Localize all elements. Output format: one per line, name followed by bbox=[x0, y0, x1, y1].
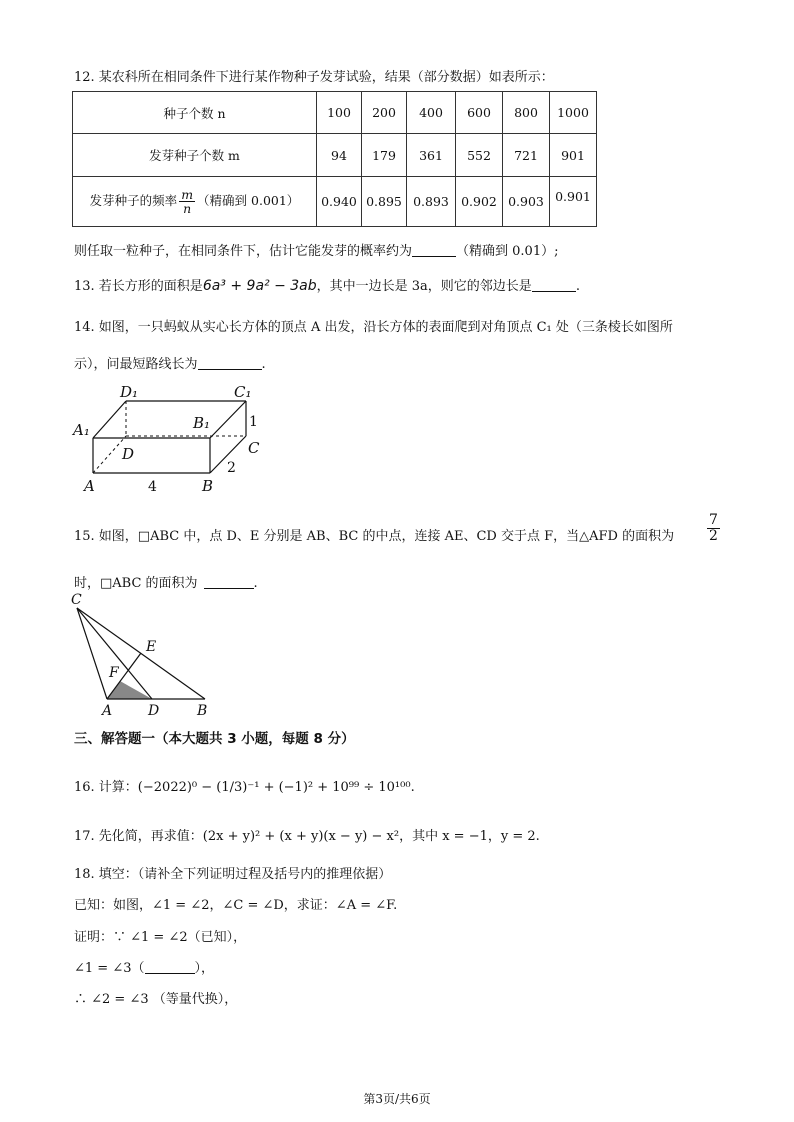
table-row bbox=[73, 134, 597, 177]
table-cell: 0.893 bbox=[407, 177, 456, 227]
length-2: 2 bbox=[227, 460, 236, 476]
table-cell: 721 bbox=[503, 134, 550, 177]
answer-blank[interactable] bbox=[412, 244, 456, 257]
table-cell: 0.902 bbox=[456, 177, 503, 227]
cuboid-diagram bbox=[70, 380, 270, 495]
precision-note: （精确到 0.001） bbox=[197, 193, 300, 208]
label-A: A bbox=[102, 703, 113, 719]
q15-question-text: 时，□ABC 的面积为 bbox=[74, 576, 198, 591]
frac-numerator: 7 bbox=[709, 512, 718, 528]
label-D: D bbox=[122, 445, 135, 463]
answer-blank[interactable] bbox=[198, 357, 262, 370]
table-cell: 0.901 bbox=[550, 177, 597, 227]
section-heading: 三、解答题一（本大题共 3 小题，每题 8 分） bbox=[74, 731, 355, 747]
q12-intro: 12. 某农科所在相同条件下进行某作物种子发芽试验，结果（部分数据）如表所示： bbox=[74, 70, 554, 85]
q18-line2: 已知：如图，∠1 = ∠2，∠C = ∠D，求证：∠A = ∠F. bbox=[74, 898, 398, 913]
q13-prefix: 13. 若长方形的面积是 bbox=[74, 279, 203, 294]
q16: 16. 计算：(−2022)⁰ − (1/3)⁻¹ + (−1)² + 10⁹⁹ ÷ 10¹⁰⁰. bbox=[74, 780, 415, 795]
table-cell: 400 bbox=[407, 92, 456, 134]
fraction-m-over-n bbox=[179, 188, 195, 215]
edge-A1D1 bbox=[93, 401, 126, 438]
table-cell: 901 bbox=[550, 134, 597, 177]
q12-question bbox=[74, 240, 558, 259]
label-B: B bbox=[202, 477, 214, 495]
table-cell: 0.940 bbox=[317, 177, 362, 227]
q15-line1 bbox=[74, 525, 674, 544]
segment-CA bbox=[77, 608, 107, 699]
table-cell: 94 bbox=[317, 134, 362, 177]
q13-middle: ，其中一边长是 3a，则它的邻边长是 bbox=[316, 279, 532, 294]
row-header-m: 发芽种子个数 m bbox=[73, 134, 317, 177]
page-number: 第3页/共6页 bbox=[363, 1092, 431, 1106]
label-A1: A₁ bbox=[73, 421, 90, 439]
label-E: E bbox=[146, 639, 157, 655]
label-C: C bbox=[248, 439, 260, 457]
fraction-7-over-2 bbox=[707, 513, 720, 543]
table-cell: 600 bbox=[456, 92, 503, 134]
q17: 17. 先化简，再求值：(2x + y)² + (x + y)(x − y) − x²，其中 x = −1，y = 2. bbox=[74, 829, 540, 844]
q18-line3: 证明：∵ ∠1 = ∠2（已知）， bbox=[74, 930, 247, 945]
table-cell: 800 bbox=[503, 92, 550, 134]
q15-suffix: . bbox=[253, 576, 258, 591]
q18-line5: ∴ ∠2 = ∠3 （等量代换）， bbox=[74, 992, 238, 1007]
row-header-freq bbox=[73, 177, 317, 227]
row-header-n: 种子个数 n bbox=[73, 92, 317, 134]
frac-denominator: 2 bbox=[709, 527, 718, 544]
frac-numerator: m bbox=[181, 186, 194, 202]
table-cell: 0.903 bbox=[503, 177, 550, 227]
q18-line4-close: ）， bbox=[194, 961, 215, 976]
label-D: D bbox=[148, 703, 160, 719]
table-cell: 0.895 bbox=[362, 177, 407, 227]
q12-precision: （精确到 0.01）; bbox=[456, 244, 559, 259]
table-cell: 100 bbox=[317, 92, 362, 134]
table-row bbox=[73, 177, 597, 227]
label-D1: D₁ bbox=[120, 383, 139, 401]
label-C1: C₁ bbox=[234, 383, 252, 401]
edge-B1C1 bbox=[210, 401, 246, 438]
q12-question-text: 则任取一粒种子，在相同条件下，估计它能发芽的概率约为 bbox=[74, 244, 413, 259]
q18-line4 bbox=[74, 957, 214, 976]
q18-line4-text: ∠1 = ∠3（ bbox=[74, 961, 145, 976]
table-cell: 361 bbox=[407, 134, 456, 177]
table-row bbox=[73, 92, 597, 134]
label-B: B bbox=[197, 703, 208, 719]
answer-blank[interactable] bbox=[204, 576, 254, 589]
frac-denominator: n bbox=[183, 201, 192, 216]
triangle-diagram bbox=[64, 592, 224, 720]
freq-label: 发芽种子的频率 bbox=[89, 193, 178, 208]
q13-suffix: . bbox=[575, 279, 580, 294]
q14-question-text: 示），问最短路线长为 bbox=[74, 357, 198, 372]
table-cell: 1000 bbox=[550, 92, 597, 134]
label-C: C bbox=[71, 592, 82, 608]
q15-text: 15. 如图，□ABC 中，点 D、E 分别是 AB、BC 的中点，连接 AE、CD 交于点 F，当△AFD 的面积为 bbox=[74, 529, 675, 544]
q13-expression: 6a³ + 9a² − 3ab bbox=[202, 278, 317, 294]
label-F: F bbox=[109, 665, 119, 681]
length-4: 4 bbox=[148, 479, 157, 495]
germination-table bbox=[72, 91, 597, 227]
length-1: 1 bbox=[249, 414, 258, 430]
q15-line2 bbox=[74, 572, 258, 591]
table-cell: 179 bbox=[362, 134, 407, 177]
q14-suffix: . bbox=[261, 357, 266, 372]
q14-line2 bbox=[74, 353, 266, 372]
q18-line1: 18. 填空：（请补全下列证明过程及括号内的推理依据） bbox=[74, 867, 392, 882]
q14-line1: 14. 如图，一只蚂蚁从实心长方体的顶点 A 出发，沿长方体的表面爬到对角顶点 C₁ 处（三条棱长如图所 bbox=[74, 320, 673, 335]
table-cell: 552 bbox=[456, 134, 503, 177]
answer-blank[interactable] bbox=[532, 279, 576, 292]
answer-blank[interactable] bbox=[145, 961, 195, 974]
label-A: A bbox=[84, 477, 95, 495]
q13 bbox=[74, 275, 580, 294]
label-B1: B₁ bbox=[193, 414, 211, 432]
table-cell: 200 bbox=[362, 92, 407, 134]
